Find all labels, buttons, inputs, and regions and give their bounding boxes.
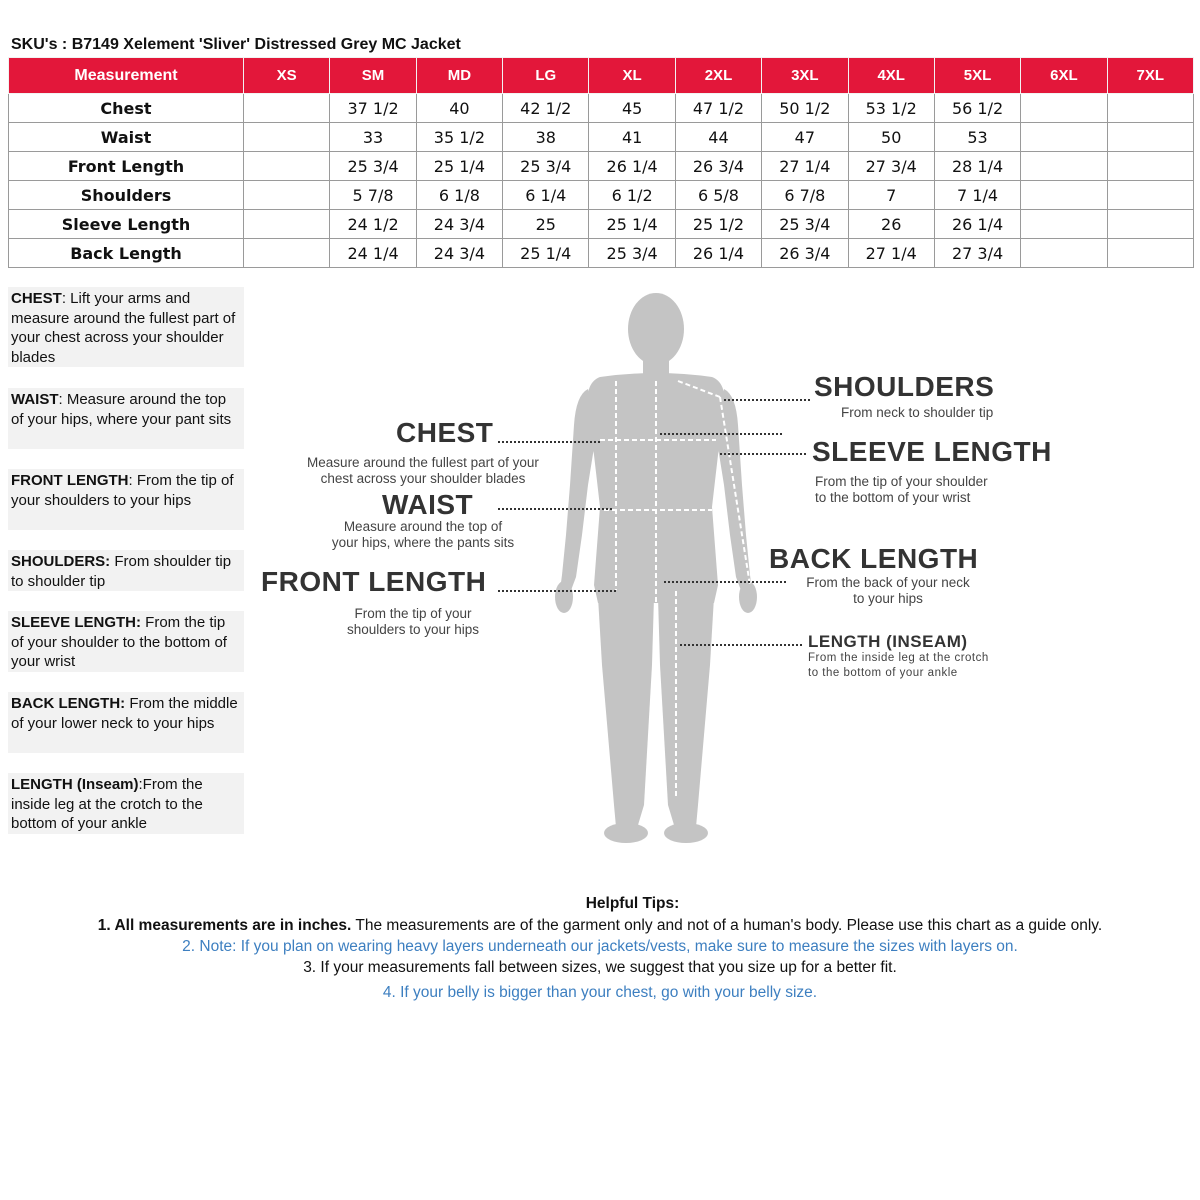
table-cell: 37 1/2 (330, 94, 416, 123)
table-cell: 27 3/4 (848, 152, 934, 181)
table-cell (244, 94, 330, 123)
table-cell (244, 210, 330, 239)
table-cell (1021, 181, 1107, 210)
note-text: : Lift your arms and measure around the fullest part of your chest across your shoulder blades (11, 290, 236, 366)
chest-desc: Measure around the fullest part of your chest across your shoulder blades (307, 455, 539, 486)
note-item (8, 469, 244, 530)
table-cell: 38 (503, 123, 589, 152)
table-cell: 45 (589, 94, 675, 123)
page-title: SKU's : B7149 Xelement 'Sliver' Distressed Grey MC Jacket (11, 36, 461, 53)
table-cell: 47 1/2 (675, 94, 761, 123)
table-cell: 28 1/4 (934, 152, 1020, 181)
table-cell: 56 1/2 (934, 94, 1020, 123)
table-cell: 26 1/4 (934, 210, 1020, 239)
note-item (8, 692, 244, 753)
header-size-5xl: 5XL (934, 58, 1020, 94)
sleeve-length-desc: From the tip of your shoulder to the bottom of your wrist (815, 474, 988, 505)
header-size-xl: XL (589, 58, 675, 94)
back-length-label: BACK LENGTH (769, 543, 979, 574)
table-cell (1021, 210, 1107, 239)
table-cell: 26 3/4 (675, 152, 761, 181)
note-term: LENGTH (Inseam) (11, 776, 139, 793)
table-row (9, 152, 1194, 181)
table-cell: 7 1/4 (934, 181, 1020, 210)
note-item (8, 611, 244, 672)
shoulders-label: SHOULDERS (814, 371, 995, 402)
table-cell: 25 1/4 (503, 239, 589, 268)
table-cell: 5 7/8 (330, 181, 416, 210)
table-cell: 26 1/4 (589, 152, 675, 181)
table-cell: 7 (848, 181, 934, 210)
table-cell (1107, 210, 1193, 239)
header-size-6xl: 6XL (1021, 58, 1107, 94)
table-cell: 42 1/2 (503, 94, 589, 123)
header-size-3xl: 3XL (762, 58, 848, 94)
header-size-lg: LG (503, 58, 589, 94)
note-term: BACK LENGTH: (11, 695, 126, 712)
note-term: FRONT LENGTH (11, 472, 129, 489)
table-row (9, 210, 1194, 239)
table-cell: 26 1/4 (675, 239, 761, 268)
table-cell (1021, 123, 1107, 152)
table-header-row (9, 58, 1194, 94)
front-length-label: FRONT LENGTH (261, 566, 487, 597)
table-cell: 26 3/4 (762, 239, 848, 268)
header-size-xs: XS (244, 58, 330, 94)
inseam-desc: From the inside leg at the crotch to the bottom of your ankle (808, 652, 989, 679)
note-term: WAIST (11, 391, 59, 408)
table-cell: 25 (503, 210, 589, 239)
table-cell: 6 1/8 (416, 181, 502, 210)
front-length-desc: From the tip of your shoulders to your hips (346, 606, 480, 637)
table-cell: 6 7/8 (762, 181, 848, 210)
sleeve-length-label: SLEEVE LENGTH (812, 436, 1052, 467)
table-cell (244, 152, 330, 181)
row-label: Sleeve Length (9, 210, 244, 239)
note-item (8, 388, 244, 449)
row-label: Front Length (9, 152, 244, 181)
note-text: From shoulder tip to shoulder tip (11, 553, 232, 590)
table-row (9, 94, 1194, 123)
header-size-7xl: 7XL (1107, 58, 1193, 94)
tip-3: 3. If your measurements fall between sizes, we suggest that you size up for a better fit. (303, 959, 897, 976)
table-cell: 40 (416, 94, 502, 123)
header-size-2xl: 2XL (675, 58, 761, 94)
table-cell: 53 1/2 (848, 94, 934, 123)
note-text: : Measure around the top of your hips, where your pant sits (11, 391, 232, 428)
table-cell: 24 3/4 (416, 210, 502, 239)
note-term: SHOULDERS: (11, 553, 111, 570)
note-text: From the middle of your lower neck to your hips (11, 695, 238, 732)
row-label: Shoulders (9, 181, 244, 210)
row-label: Waist (9, 123, 244, 152)
waist-desc: Measure around the top of your hips, where the pants sits (331, 519, 515, 550)
table-cell (244, 239, 330, 268)
note-item (8, 773, 244, 834)
table-cell (1021, 94, 1107, 123)
table-cell: 26 (848, 210, 934, 239)
table-cell: 6 1/4 (503, 181, 589, 210)
note-term: CHEST (11, 290, 62, 307)
table-cell: 33 (330, 123, 416, 152)
tips-title: Helpful Tips: (585, 895, 680, 912)
table-cell: 53 (934, 123, 1020, 152)
table-cell (1107, 94, 1193, 123)
note-term: SLEEVE LENGTH: (11, 614, 142, 631)
inseam-label: LENGTH (INSEAM) (808, 632, 968, 651)
waist-label: WAIST (382, 489, 474, 520)
table-cell: 25 1/2 (675, 210, 761, 239)
table-cell: 27 1/4 (848, 239, 934, 268)
table-cell: 25 3/4 (330, 152, 416, 181)
table-cell: 27 1/4 (762, 152, 848, 181)
table-cell (244, 181, 330, 210)
tip-2: 2. Note: If you plan on wearing heavy layers underneath our jackets/vests, make sure to measure the sizes with layers on. (182, 938, 1018, 955)
row-label: Back Length (9, 239, 244, 268)
header-size-md: MD (416, 58, 502, 94)
table-cell: 44 (675, 123, 761, 152)
table-cell (244, 123, 330, 152)
table-cell (1107, 181, 1193, 210)
table-cell: 24 1/2 (330, 210, 416, 239)
table-row (9, 181, 1194, 210)
table-cell: 50 (848, 123, 934, 152)
header-measurement: Measurement (9, 58, 244, 94)
tip-1: 1. All measurements are in inches. The measurements are of the garment only and not of a human's body. Please use this chart as a guide only. (97, 917, 1103, 934)
header-size-4xl: 4XL (848, 58, 934, 94)
note-text: : From the tip of your shoulders to your hips (11, 472, 234, 509)
table-cell: 50 1/2 (762, 94, 848, 123)
note-text: From the tip of your shoulder to the bottom of your wrist (11, 614, 227, 670)
table-cell (1021, 239, 1107, 268)
table-cell: 25 1/4 (589, 210, 675, 239)
header-size-sm: SM (330, 58, 416, 94)
table-cell: 6 1/2 (589, 181, 675, 210)
table-cell: 25 3/4 (503, 152, 589, 181)
measurement-figure (250, 285, 1200, 865)
table-cell (1107, 152, 1193, 181)
back-length-desc: From the back of your neck to your hips (806, 575, 970, 606)
note-item (8, 550, 244, 591)
table-cell: 25 1/4 (416, 152, 502, 181)
shoulders-desc: From neck to shoulder tip (841, 405, 994, 420)
row-label: Chest (9, 94, 244, 123)
note-item (8, 287, 244, 367)
table-cell: 47 (762, 123, 848, 152)
table-cell (1021, 152, 1107, 181)
table-cell (1107, 239, 1193, 268)
table-cell: 6 5/8 (675, 181, 761, 210)
table-cell (1107, 123, 1193, 152)
tip-4: 4. If your belly is bigger than your chest, go with your belly size. (382, 984, 818, 1001)
table-row (9, 123, 1194, 152)
table-cell: 35 1/2 (416, 123, 502, 152)
note-text: :From the inside leg at the crotch to the bottom of your ankle (11, 776, 203, 832)
table-cell: 25 3/4 (589, 239, 675, 268)
chest-label: CHEST (396, 417, 494, 448)
table-cell: 41 (589, 123, 675, 152)
table-cell: 24 1/4 (330, 239, 416, 268)
table-cell: 25 3/4 (762, 210, 848, 239)
table-row (9, 239, 1194, 268)
table-cell: 24 3/4 (416, 239, 502, 268)
size-chart-table (8, 57, 1194, 268)
table-cell: 27 3/4 (934, 239, 1020, 268)
